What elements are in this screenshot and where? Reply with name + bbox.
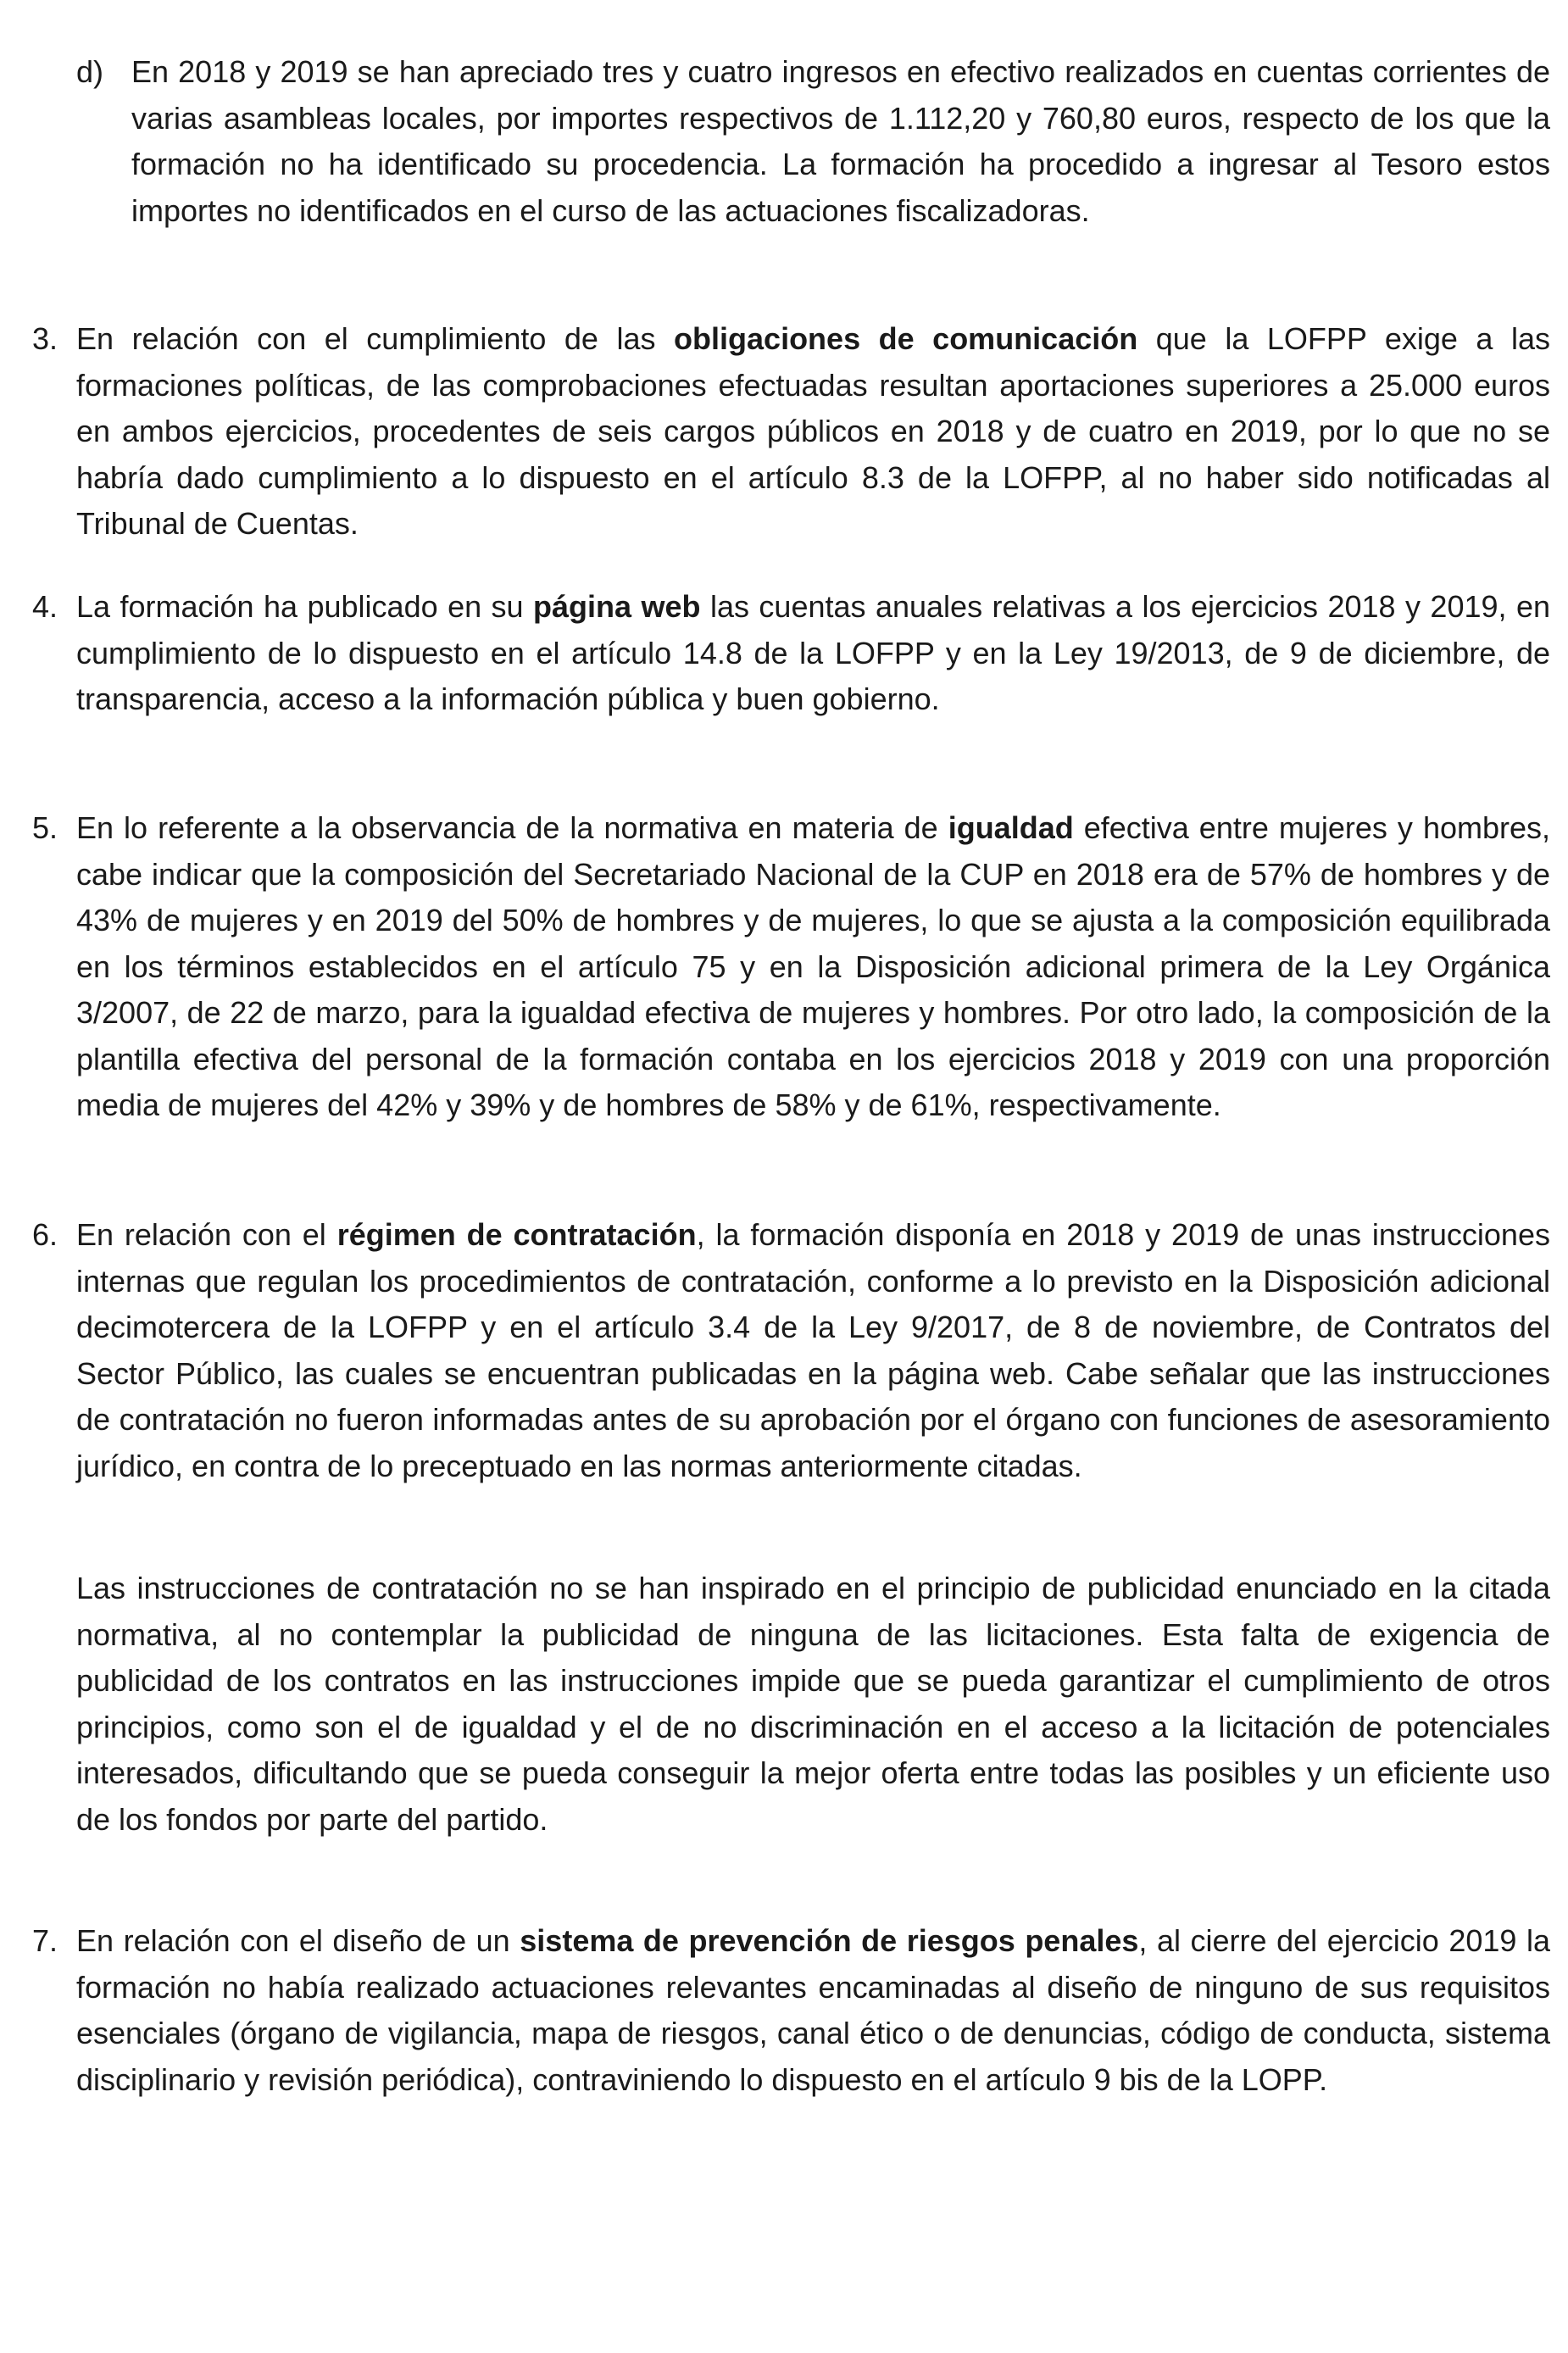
list-marker: 4.: [32, 589, 58, 624]
paragraph-text: En 2018 y 2019 se han apreciado tres y cuatro ingresos en efectivo realizados en cuentas corrientes de varias asambleas locales, por importes respectivos de 1.112,20 y 760,80 euros, respecto de los que la formación no ha identificado su procedencia. La formación ha procedido a ingresar al Tesoro estos importes no identificados en el curso de las actuaciones fiscalizadoras.: [131, 54, 1550, 228]
bold-term: sistema de prevención de riesgos penales: [520, 1923, 1139, 1958]
paragraph-text: las cuentas anuales relativas a los ejercicios 2018 y 2019, en cumplimiento de lo dispuesto en el artículo 14.8 de la LOFPP y en la Ley 19/2013, de 9 de diciembre, de transparencia, acceso a la información pública y buen gobierno.: [76, 589, 1551, 716]
paragraph-text: En relación con el cumplimiento de las: [76, 321, 675, 356]
paragraph: [76, 316, 1550, 548]
paragraph: [76, 1566, 1550, 1843]
paragraph: [131, 49, 1550, 234]
list-marker: 7.: [32, 1923, 58, 1958]
paragraph-text: , la formación disponía en 2018 y 2019 de unas instrucciones internas que regulan los procedimientos de contratación, conforme a lo previsto en la Disposición adicional decimotercera de la LOFPP y en el artículo 3.4 de la Ley 9/2017, de 8 de noviembre, de Contratos del Sector Público, las cuales se encuentran publicadas en la página web. Cabe señalar que las instrucciones de contratación no fueron informadas antes de su aprobación por el órgano con funciones de asesoramiento jurídico, en contra de lo preceptuado en las normas anteriormente citadas.: [76, 1217, 1550, 1483]
paragraph-text: La formación ha publicado en su: [76, 589, 534, 624]
bold-term: igualdad: [948, 810, 1074, 845]
paragraph: [76, 805, 1550, 1129]
paragraph: [76, 1918, 1550, 2103]
paragraph-text: , al cierre del ejercicio 2019 la formación no había realizado actuaciones relevantes encaminadas al diseño de ninguno de sus requisitos esenciales (órgano de vigilancia, mapa de riesgos, canal ético o de denuncias, código de conducta, sistema disciplinario y revisión periódica), contraviniendo lo dispuesto en el artículo 9 bis de la LOPP.: [76, 1923, 1550, 2097]
paragraph: [76, 584, 1550, 723]
paragraph-text: que la LOFPP exige a las formaciones políticas, de las comprobaciones efectuadas resultan aportaciones superiores a 25.000 euros en ambos ejercicios, procedentes de seis cargos públicos en 2018 y de cuatro en 2019, por lo que no se habría dado cumplimiento a lo dispuesto en el artículo 8.3 de la LOFPP, al no haber sido notificadas al Tribunal de Cuentas.: [76, 321, 1550, 541]
paragraph-text: Las instrucciones de contratación no se han inspirado en el principio de publicidad enunciado en la citada normativa, al no contemplar la publicidad de ninguna de las licitaciones. Esta falta de exigencia de publicidad de los contratos en las instrucciones impide que se pueda garantizar el cumplimiento de otros principios, como son el de igualdad y el de no discriminación en el acceso a la licitación de potenciales interesados, dificultando que se pueda conseguir la mejor oferta entre todas las posibles y un eficiente uso de los fondos por parte del partido.: [76, 1571, 1550, 1837]
list-marker: 5.: [32, 810, 58, 845]
paragraph: [76, 1212, 1550, 1489]
paragraph-text: En lo referente a la observancia de la normativa en materia de: [76, 810, 948, 845]
bold-term: obligaciones de comunicación: [674, 321, 1138, 356]
list-marker: 6.: [32, 1217, 58, 1252]
paragraph-text: efectiva entre mujeres y hombres, cabe indicar que la composición del Secretariado Nacional de la CUP en 2018 era de 57% de hombres y de 43% de mujeres y en 2019 del 50% de hombres y de mujeres, lo que se ajusta a la composición equilibrada en los términos establecidos en el artículo 75 y en la Disposición adicional primera de la Ley Orgánica 3/2007, de 22 de marzo, para la igualdad efectiva de mujeres y hombres. Por otro lado, la composición de la plantilla efectiva del personal de la formación contaba en los ejercicios 2018 y 2019 con una proporción media de mujeres del 42% y 39% y de hombres de 58% y de 61%, respectivamente.: [76, 810, 1551, 1122]
list-marker: 3.: [32, 321, 58, 356]
paragraph-text: En relación con el: [76, 1217, 337, 1252]
bold-term: régimen de contratación: [336, 1217, 697, 1252]
paragraph-text: En relación con el diseño de un: [76, 1923, 520, 1958]
bold-term: página web: [533, 589, 701, 624]
list-marker: d): [76, 54, 104, 89]
